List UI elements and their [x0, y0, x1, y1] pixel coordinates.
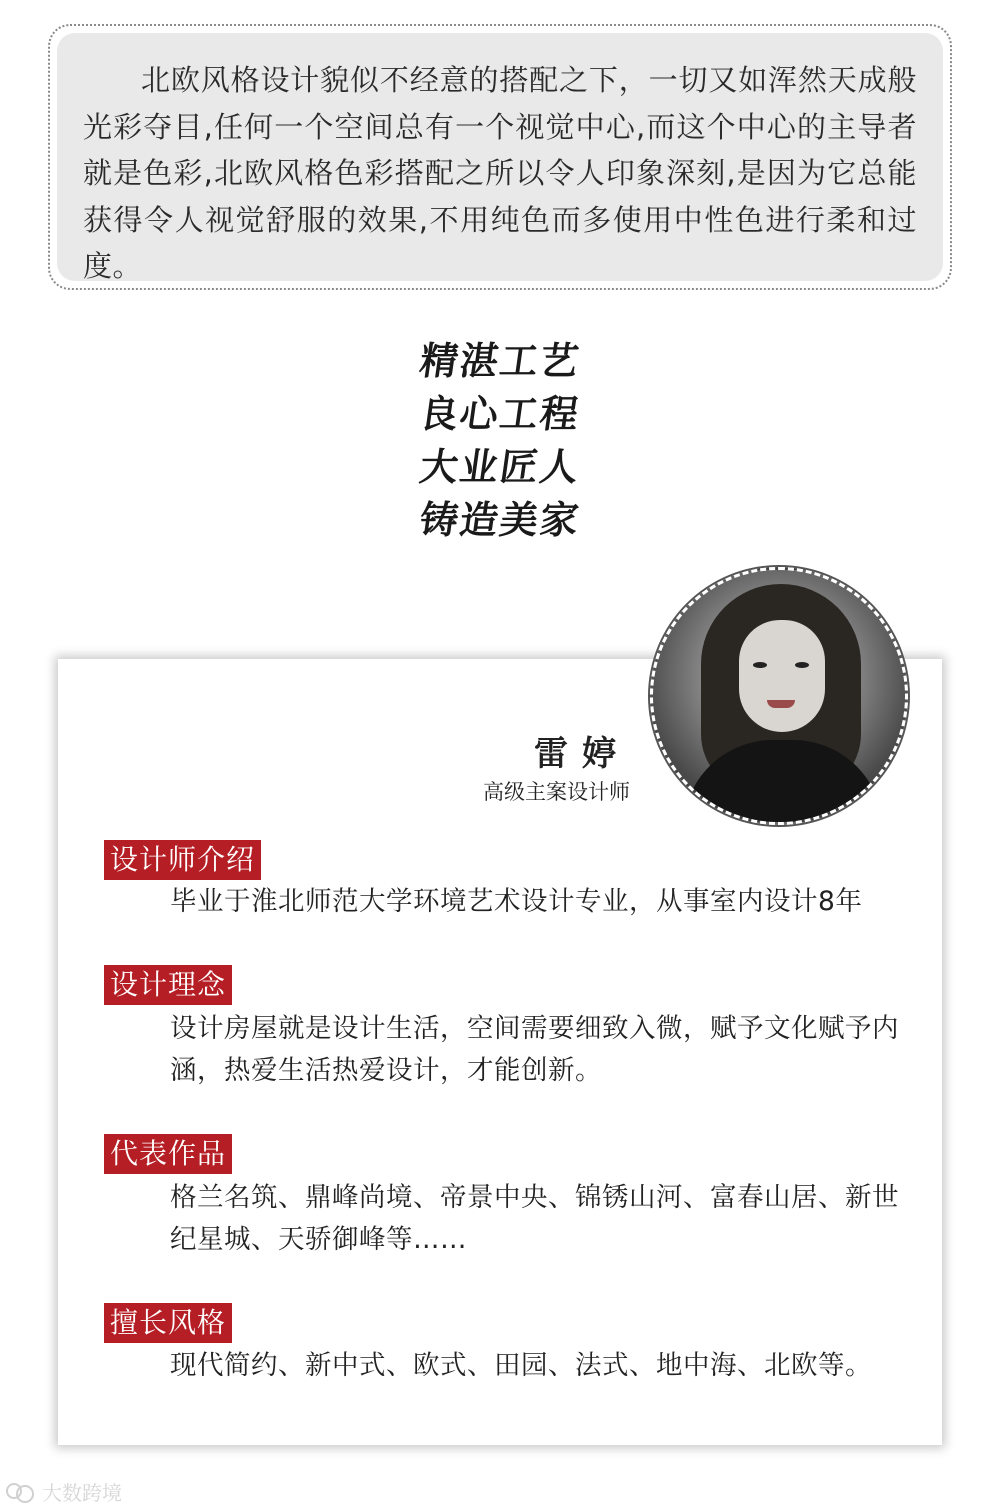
watermark: [6, 1478, 122, 1504]
designer-name: 雷婷: [534, 734, 630, 774]
section-text-intro: 毕业于淮北师范大学环境艺术设计专业，从事室内设计8年: [170, 886, 863, 917]
slogan-line: 精湛工艺: [416, 339, 584, 383]
section-text-styles: 现代简约、新中式、欧式、田园、法式、地中海、北欧等。: [170, 1350, 872, 1381]
slogan-line: 良心工程: [416, 392, 584, 436]
designer-title: 高级主案设计师: [483, 780, 630, 804]
slogan-line: 大业匠人: [416, 445, 584, 489]
section-tag-styles: 擅长风格: [104, 1303, 232, 1343]
avatar-mouth: [767, 700, 795, 708]
watermark-logo-icon: [6, 1481, 36, 1501]
designer-avatar: [650, 567, 908, 825]
section-tag-works: 代表作品: [104, 1134, 232, 1174]
avatar-eye: [753, 662, 767, 668]
avatar-eye: [795, 662, 809, 668]
avatar-face: [739, 620, 825, 732]
section-tag-philosophy: 设计理念: [104, 965, 232, 1005]
section-text-philosophy: 设计房屋就是设计生活，空间需要细致入微，赋予文化赋予内涵，热爱生活热爱设计，才能创新。: [170, 1013, 899, 1086]
section-text-works: 格兰名筑、鼎峰尚境、帝景中央、锦锈山河、富春山居、新世纪星城、天骄御峰等……: [170, 1182, 899, 1255]
watermark-text: 大数跨境: [42, 1480, 122, 1505]
section-tag-intro: 设计师介绍: [104, 840, 261, 880]
slogan-block: [0, 335, 1000, 547]
intro-box: [48, 24, 952, 290]
intro-text: 北欧风格设计貌似不经意的搭配之下，一切又如浑然天成般光彩夺目,任何一个空间总有一个视觉中心,而这个中心的主导者就是色彩,北欧风格色彩搭配之所以令人印象深刻,是因为它总能获得令人视觉舒服的效果,不用纯色而多使用中性色进行柔和过度。: [57, 33, 943, 281]
slogan-line: 铸造美家: [416, 498, 584, 542]
